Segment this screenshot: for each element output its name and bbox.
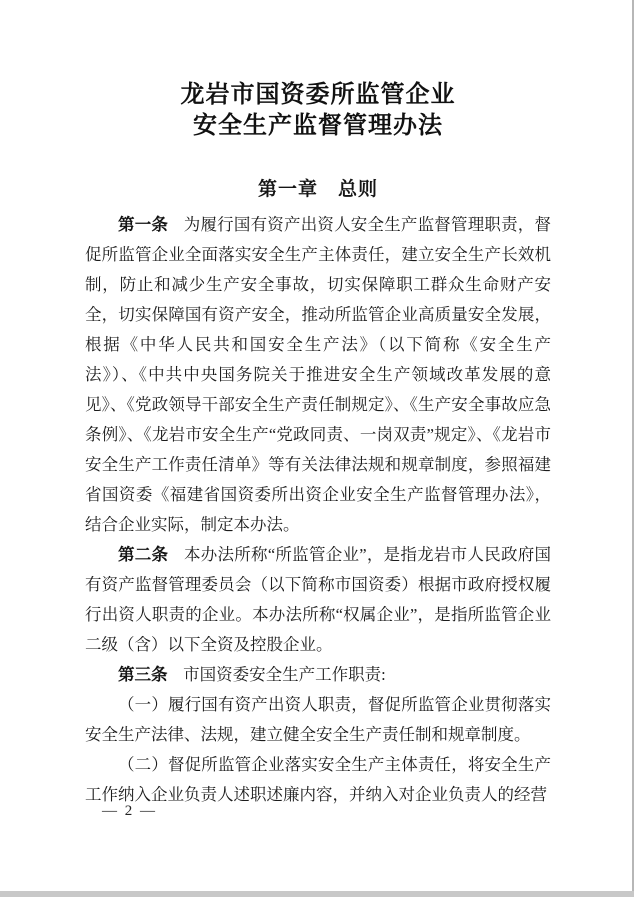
page-bottom-edge [0, 891, 634, 897]
article-2-label: 第二条 [118, 546, 169, 564]
article-1-text: 为履行国有资产出资人安全生产监督管理职责，督促所监管企业全面落实安全生产主体责任，建立安全生产长效机制，防止和减少生产安全事故，切实保障职工群众生命财产安全，切实保障国有资产安全，推动所监管企业高质量安全发展，根据《中华人民共和国安全生产法》（以下简称《安全生产法》）、《中共中央国务院关于推进安全生产领域改革发展的意见》、《党政领导干部安全生产责任制规定》、《生产安全事故应急条例》、《龙岩市安全生产“党政同责、一岗双责”规定》、《龙岩市安全生产工作责任清单》等有关法律法规和规章制度，参照福建省国资委《福建省国资委所出资企业安全生产监督管理办法》，结合企业实际，制定本办法。 [85, 215, 552, 534]
item-1-text: （一）履行国有资产出资人职责，督促所监管企业贯彻落实安全生产法律、法规，建立健全安全生产责任制和规章制度。 [85, 695, 551, 744]
page-number: — 2 — [102, 803, 157, 819]
item-2-text: （二）督促所监管企业落实安全生产主体责任，将安全生产工作纳入企业负责人述职述廉内容，并纳入对企业负责人的经营 [85, 755, 551, 804]
article-3-text: 市国资委安全生产工作职责: [183, 665, 386, 684]
page-content [85, 0, 551, 810]
paragraph-item-1 [85, 690, 551, 750]
paragraph-article-1 [85, 210, 551, 540]
paragraph-article-3 [85, 660, 551, 690]
paragraph-article-2 [85, 540, 551, 660]
article-3-label: 第三条 [118, 666, 168, 684]
title-line-1: 龙岩市国资委所监管企业 [180, 82, 456, 108]
title-line-2: 安全生产监督管理办法 [193, 113, 443, 139]
article-2-text: 本办法所称“所监管企业”，是指龙岩市人民政府国有资产监督管理委员会（以下简称市国资委）根据市政府授权履行出资人职责的企业。本办法所称“权属企业”，是指所监管企业二级（含）以下全资及控股企业。 [85, 545, 552, 654]
document-body [85, 210, 551, 810]
article-1-label: 第一条 [118, 216, 169, 234]
document-title [85, 80, 551, 142]
paragraph-item-2 [85, 750, 551, 810]
chapter-heading: 第一章 总则 [257, 179, 378, 200]
